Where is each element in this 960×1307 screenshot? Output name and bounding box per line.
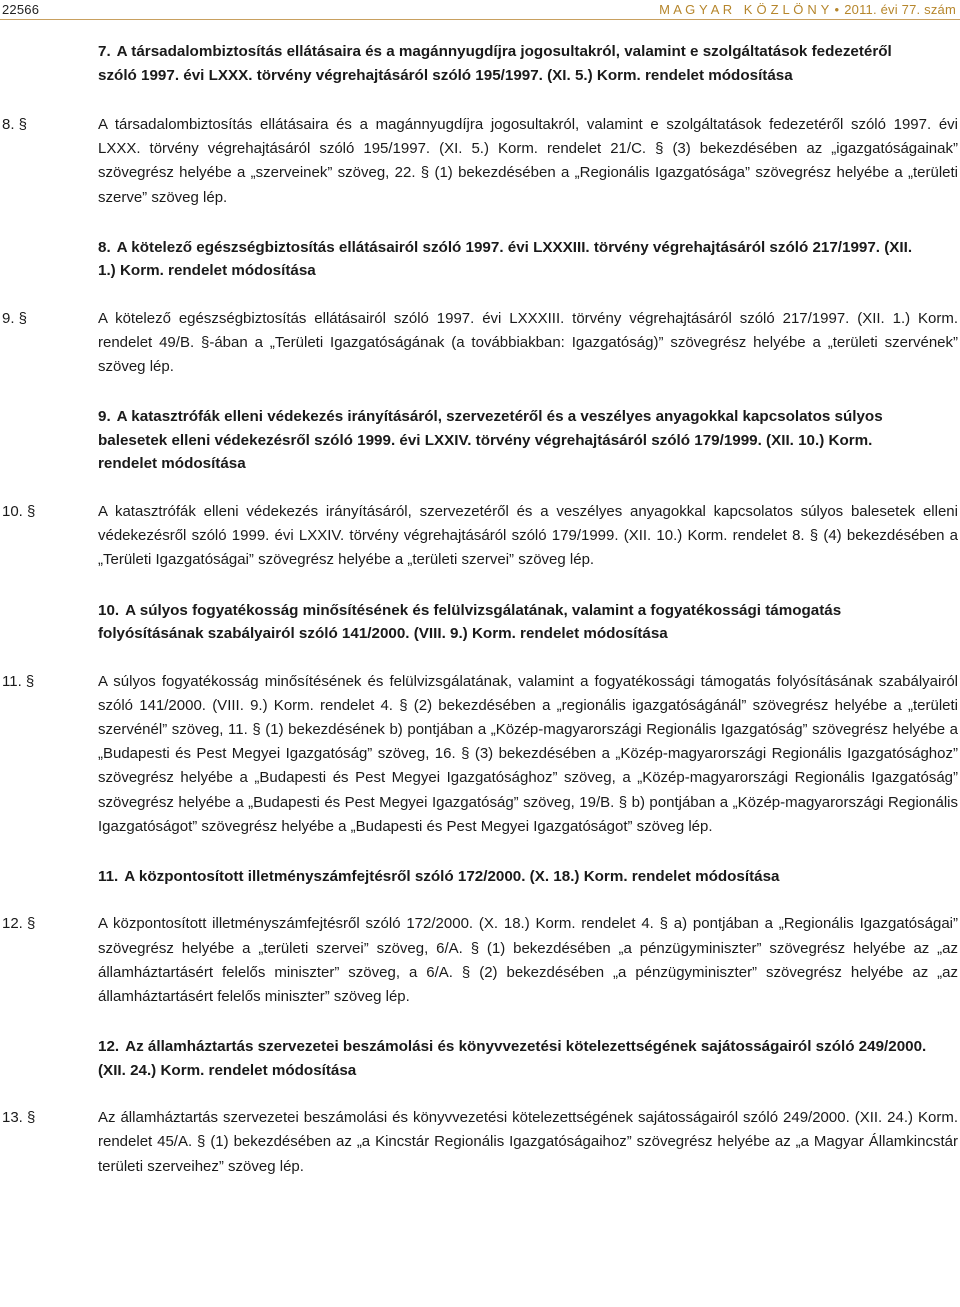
paragraph-text: A katasztrófák elleni védekezés irányításáról, szervezetéről és a veszélyes anyagokkal kapcsolatos súlyos balesetek elleni védekezésről szóló 1999. évi LXXIV. törvény végrehajtásáról szóló 179/1999. (XII. 10.) Korm. rendelet 8. § (4) bekezdésében a „Területi Igazgatóságai” szövegrész helyébe a „területi szervei” szöveg lép. (98, 502, 958, 569)
paragraph-number: 11. § (2, 672, 35, 690)
paragraph (0, 670, 960, 839)
paragraph-text: A kötelező egészségbiztosítás ellátásairól szóló 1997. évi LXXXIII. törvény végrehajtásáról szóló 217/1997. (XII. 1.) Korm. rendelet 49/B. §-ában a „Területi Igazgatóságának (a továbbiakban: Igazgatóság)” szövegrész helyébe a „területi szervének” szöveg lép. (98, 309, 958, 376)
section-heading (98, 599, 928, 646)
section-heading (98, 236, 928, 283)
section-heading-number: 8. (98, 238, 111, 256)
section-heading-number: 11. (98, 867, 119, 885)
section-heading-text: Az államháztartás szervezetei beszámolási és könyvvezetési kötelezettségének sajátosságairól szóló 249/2000. (XII. 24.) Korm. rendelet módosítása (98, 1038, 927, 1079)
paragraph-text: A társadalombiztosítás ellátásaira és a magánnyugdíjra jogosultakról, valamint e szolgáltatások fedezetéről szóló 1997. évi LXXX. törvény végrehajtásáról szóló 195/1997. (XI. 5.) Korm. rendelet 21/C. § (3) bekezdésében az „igazgatóságainak” szövegrész helyébe a „szerveinek” szöveg, 22. § (1) bekezdésében a „Regionális Igazgatósága” szövegrész helyébe a „területi szerve” szöveg lép. (98, 116, 958, 206)
paragraph-number: 13. § (2, 1109, 36, 1127)
section-heading (98, 405, 928, 476)
paragraph-number: 10. § (2, 502, 36, 520)
paragraph-text: A központosított illetményszámfejtésről szóló 172/2000. (X. 18.) Korm. rendelet 4. § a) pontjában a „Regionális Igazgatóságai” szövegrész helyébe a „területi szervei” szöveg, 6/A. § (1) bekezdésében „a pénzügyminiszter” szövegrész helyébe az „az államháztartásért felelős miniszter” szöveg, a 6/A. § (2) bekezdésében „a pénzügyminiszter” szövegrész helyébe az „az államháztartásért felelős miniszter” szöveg lép. (98, 915, 958, 1006)
page-header (0, 0, 960, 20)
paragraph-number: 8. § (2, 116, 28, 133)
issue-number: 2011. évi 77. szám (844, 2, 956, 17)
paragraph-text: Az államháztartás szervezetei beszámolási és könyvvezetési kötelezettségének sajátosságairól szóló 249/2000. (XII. 24.) Korm. rendelet 45/A. § (1) bekezdésében az „a Kincstár Regionális Igazgatóságaihoz” szövegrész helyébe az „a Magyar Államkincstár területi szerveihez” szöveg lép. (98, 1109, 958, 1175)
journal-name: M A G Y A R K Ö Z L Ö N Y (659, 2, 830, 17)
paragraph (0, 113, 960, 210)
page-number: 22566 (2, 2, 40, 17)
section-heading-number: 7. (98, 43, 111, 60)
header-rule (0, 19, 960, 20)
paragraph-number: 9. § (2, 309, 28, 327)
paragraph-text: A súlyos fogyatékosság minősítésének és felülvizsgálatának, valamint a fogyatékossági támogatás folyósításának szabályairól szóló 141/2000. (VIII. 9.) Korm. rendelet 4. § (2) bekezdésében a „regionális igazgatóságánál” szövegrész helyébe a „területi szervénél” szöveg, 11. § (1) bekezdésének b) pontjában a „Közép-magyarországi Regionális Igazgatóság” szövegrész helyébe a „Budapesti és Pest Megyei Igazgatóság” szöveg, 16. § (3) bekezdésében a „Közép-magyarországi Regionális Igazgatósághoz” szövegrész helyébe a „Budapesti és Pest Megyei Igazgatósághoz” szöveg, a „Közép-magyarországi Regionális Igazgatóság” szövegrész helyébe a „Budapesti és Pest Megyei Igazgatóság” szöveg, 19/B. § b) pontjában a „Közép-magyarországi Regionális Igazgatóságot” szövegrész helyébe a „Budapesti és Pest Megyei Igazgatóságot” szöveg lép. (98, 672, 958, 835)
paragraph (0, 1106, 960, 1179)
section-heading-number: 9. (98, 408, 111, 426)
paragraph (0, 912, 960, 1009)
section-heading-text: A kötelező egészségbiztosítás ellátásairól szóló 1997. évi LXXXIII. törvény végrehajtásáról szóló 217/1997. (XII. 1.) Korm. rendelet módosítása (98, 238, 913, 280)
section-heading-text: A központosított illetményszámfejtésről szóló 172/2000. (X. 18.) Korm. rendelet módosítása (124, 867, 780, 885)
header-bullet: • (834, 2, 840, 17)
section-heading-number: 12. (98, 1038, 120, 1056)
section-heading (98, 865, 928, 889)
paragraph (0, 307, 960, 380)
journal-title (659, 2, 956, 17)
section-heading-text: A társadalombiztosítás ellátásaira és a magánnyugdíjra jogosultakról, valamint e szolgáltatások fedezetéről szóló 1997. évi LXXX. törvény végrehajtásáról szóló 195/1997. (XI. 5.) Korm. rendelet módosítása (98, 43, 892, 84)
section-heading-text: A súlyos fogyatékosság minősítésének és felülvizsgálatának, valamint a fogyatékossági támogatás folyósításának szabályairól szóló 141/2000. (VIII. 9.) Korm. rendelet módosítása (98, 601, 842, 643)
document-body (0, 40, 960, 1179)
section-heading-number: 10. (98, 601, 120, 619)
section-heading (98, 40, 928, 87)
paragraph-number: 12. § (2, 915, 36, 933)
section-heading-text: A katasztrófák elleni védekezés irányításáról, szervezetéről és a veszélyes anyagokkal kapcsolatos súlyos balesetek elleni védekezésről szóló 1999. évi LXXIV. törvény végrehajtásáról szóló 179/1999. (XII. 10.) Korm. rendelet módosítása (98, 408, 883, 473)
section-heading (98, 1035, 928, 1082)
paragraph (0, 500, 960, 573)
